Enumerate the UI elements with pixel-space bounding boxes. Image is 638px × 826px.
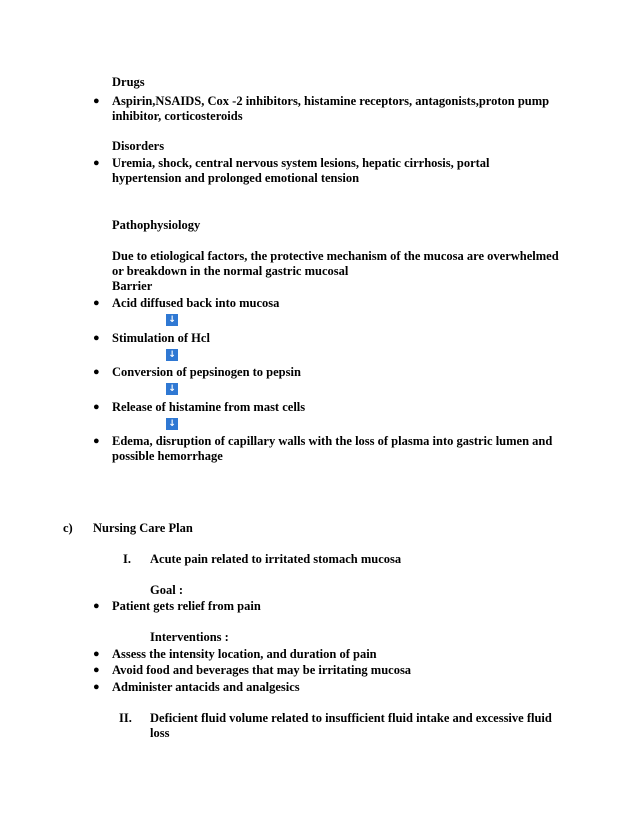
- ncp-heading: Nursing Care Plan: [93, 521, 193, 535]
- bullet-icon: ●: [93, 157, 100, 169]
- patho-intro-3: Barrier: [112, 279, 153, 293]
- patho-step-1: Acid diffused back into mucosa: [112, 296, 280, 310]
- patho-step-3: Conversion of pepsinogen to pepsin: [112, 365, 301, 379]
- goal-label: Goal :: [150, 583, 183, 597]
- down-arrow-icon: ↓: [166, 314, 178, 326]
- bullet-icon: ●: [93, 297, 100, 309]
- bullet-icon: ●: [93, 366, 100, 378]
- bullet-icon: ●: [93, 648, 100, 660]
- patho-intro-1: Due to etiological factors, the protective mechanism of the mucosa are overwhelmed: [112, 249, 559, 263]
- disorders-line-2: hypertension and prolonged emotional tension: [112, 171, 360, 185]
- bullet-icon: ●: [93, 681, 100, 693]
- drugs-heading: Drugs: [112, 75, 145, 89]
- patho-step-2: Stimulation of Hcl: [112, 331, 210, 345]
- diagnosis-2-line-2: loss: [150, 726, 170, 740]
- bullet-icon: ●: [93, 95, 100, 107]
- patho-heading: Pathophysiology: [112, 218, 201, 232]
- patho-step-4: Release of histamine from mast cells: [112, 400, 306, 414]
- interventions-label: Interventions :: [150, 630, 229, 644]
- diagnosis-1-text: Acute pain related to irritated stomach mucosa: [150, 552, 402, 566]
- diagnosis-2-line-1: Deficient fluid volume related to insufficient fluid intake and excessive fluid: [150, 711, 552, 725]
- bullet-icon: ●: [93, 664, 100, 676]
- disorders-line-1: Uremia, shock, central nervous system lesions, hepatic cirrhosis, portal: [112, 156, 490, 170]
- disorders-heading: Disorders: [112, 139, 165, 153]
- drugs-line-1: Aspirin,NSAIDS, Cox -2 inhibitors, histamine receptors, antagonists,proton pump: [112, 94, 550, 108]
- bullet-icon: ●: [93, 600, 100, 612]
- bullet-icon: ●: [93, 435, 100, 447]
- down-arrow-icon: ↓: [166, 383, 178, 395]
- goal-item-1: Patient gets relief from pain: [112, 599, 261, 613]
- intervention-item-3: Administer antacids and analgesics: [112, 680, 300, 694]
- diagnosis-1-number: I.: [123, 552, 131, 566]
- ncp-marker: c): [63, 521, 73, 535]
- bullet-icon: ●: [93, 332, 100, 344]
- diagnosis-2-number: II.: [119, 711, 132, 725]
- intervention-item-2: Avoid food and beverages that may be irritating mucosa: [112, 663, 412, 677]
- drugs-line-2: inhibitor, corticosteroids: [112, 109, 243, 123]
- patho-step-5-line-2: possible hemorrhage: [112, 449, 223, 463]
- patho-intro-2: or breakdown in the normal gastric mucosal: [112, 264, 349, 278]
- bullet-icon: ●: [93, 401, 100, 413]
- down-arrow-icon: ↓: [166, 418, 178, 430]
- patho-step-5-line-1: Edema, disruption of capillary walls with the loss of plasma into gastric lumen and: [112, 434, 553, 448]
- intervention-item-1: Assess the intensity location, and duration of pain: [112, 647, 377, 661]
- down-arrow-icon: ↓: [166, 349, 178, 361]
